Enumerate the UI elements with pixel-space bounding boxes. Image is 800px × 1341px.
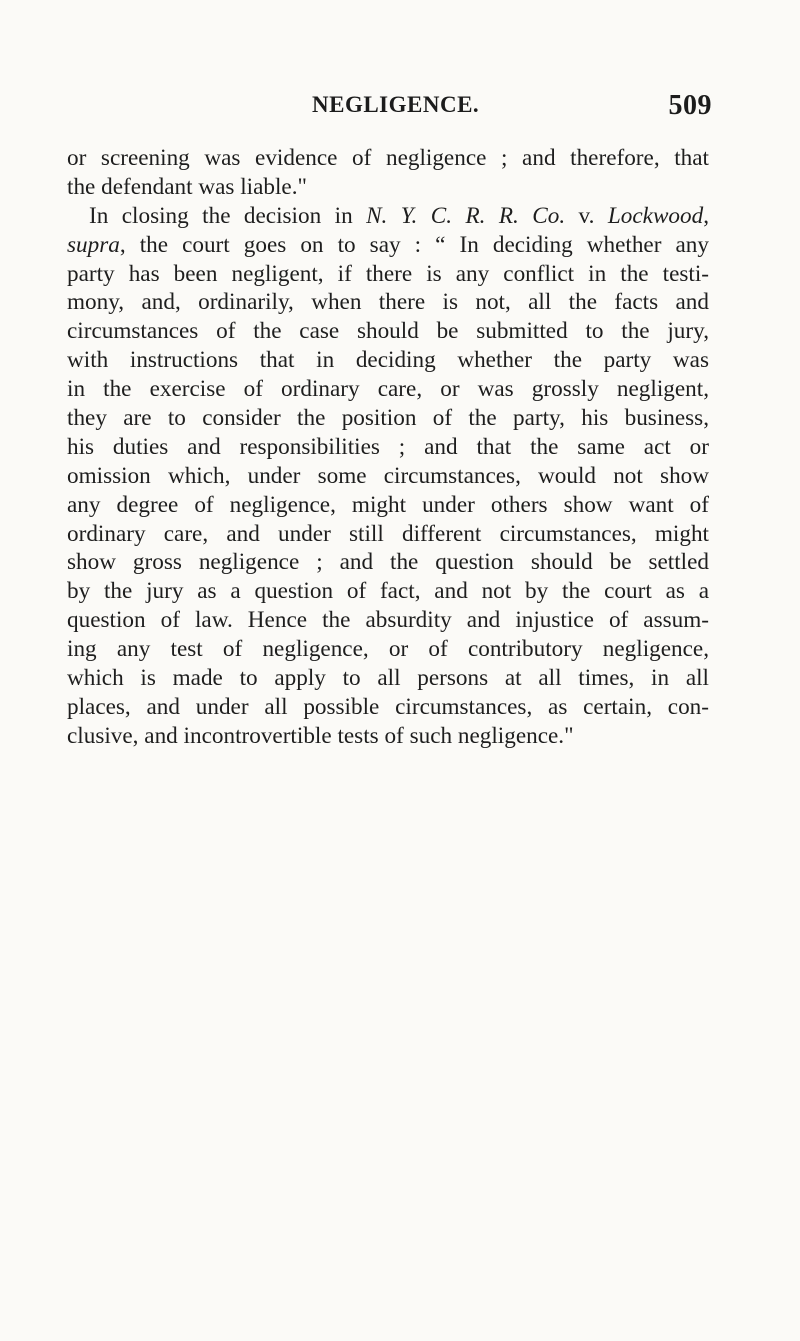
text-line: ordinary care, and under still different circumstances, might (67, 520, 709, 547)
text-line: with instructions that in deciding whether the party was (67, 347, 709, 374)
running-head (90, 92, 712, 126)
text-line: which is made to apply to all persons at all times, in all (67, 665, 709, 692)
text-line: his duties and responsibilities ; and that the same act or (67, 433, 709, 460)
text-line: the defendant was liable." (67, 173, 307, 200)
text-segment: In closing the decision in (89, 202, 367, 229)
text-line: mony, and, ordinarily, when there is not, all the facts and (67, 289, 709, 316)
text-line: by the jury as a question of fact, and not by the court as a (67, 578, 709, 605)
text-line: any degree of negligence, might under others show want of (67, 491, 709, 518)
page-number: 509 (668, 90, 712, 121)
text-line: show gross negligence ; and the question should be settled (67, 549, 709, 576)
text-line: or screening was evidence of negligence ; and therefore, that (67, 145, 709, 171)
section-title: NEGLIGENCE. (312, 92, 480, 117)
text-segment: , (703, 202, 709, 229)
text-line: circumstances of the case should be submitted to the jury, (67, 318, 709, 345)
case-name-italic: Lockwood (607, 202, 704, 229)
text-line: party has been negligent, if there is any conflict in the testi- (67, 260, 709, 287)
text-line: places, and under all possible circumstances, as certain, con- (67, 693, 709, 720)
supra-italic: supra (67, 231, 120, 258)
text-line: clusive, and incontrovertible tests of such negligence." (67, 722, 574, 749)
text-segment: , the court goes on to say : “ In deciding whether any (119, 231, 709, 258)
text-line: they are to consider the position of the party, his business, (67, 405, 709, 432)
text-line: in the exercise of ordinary care, or was grossly negligent, (67, 376, 709, 403)
text-line: ing any test of negligence, or of contributory negligence, (67, 636, 709, 663)
body-text (67, 144, 709, 751)
text-line-case-citation (67, 202, 709, 231)
text-line: omission which, under some circumstances, would not show (67, 462, 709, 489)
text-line-supra (67, 231, 709, 260)
text-line: question of law. Hence the absurdity and injustice of assum- (67, 607, 709, 634)
text-segment: v. (565, 202, 608, 229)
case-name-italic: N. Y. C. R. R. Co. (366, 202, 566, 229)
